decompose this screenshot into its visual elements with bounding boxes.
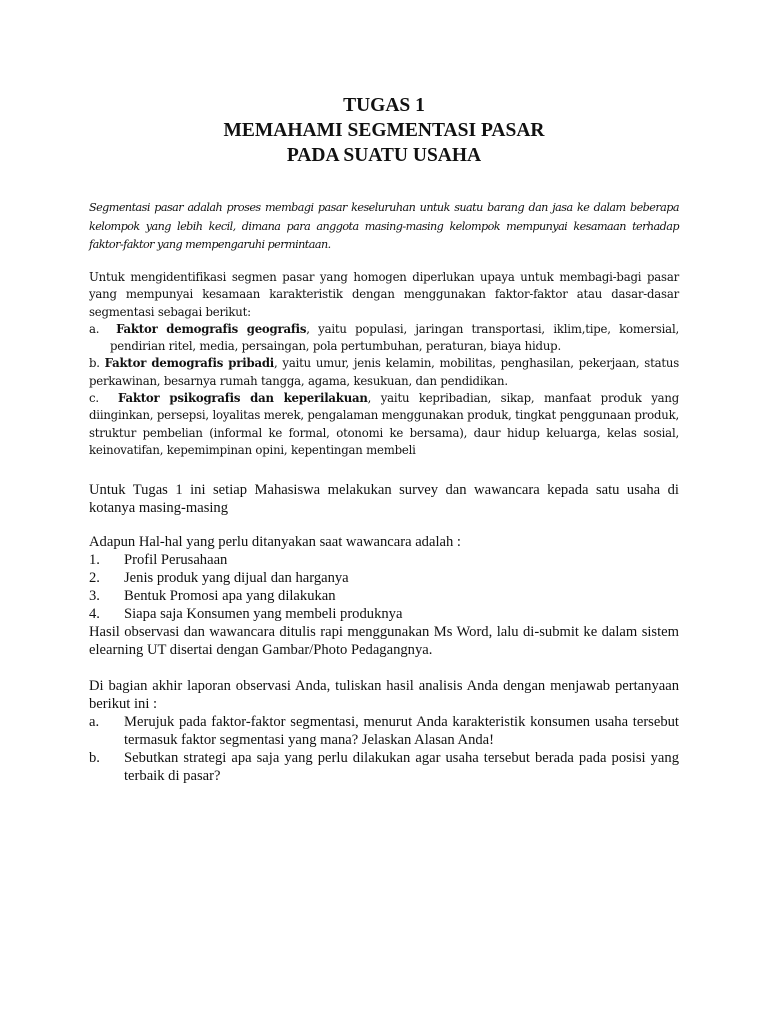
factor-term: Faktor demografis pribadi (104, 356, 275, 371)
list-item (89, 749, 679, 785)
factor-term: Faktor psikografis dan keperilakuan (117, 391, 368, 406)
factor-marker: a. (89, 321, 100, 336)
item-text: Siapa saja Konsumen yang membeli produknya (124, 606, 403, 622)
factor-item (89, 321, 679, 356)
title-line-3: PADA SUATU USAHA (286, 145, 482, 166)
factor-item (89, 390, 679, 459)
questions-lead: Adapun Hal-hal yang perlu ditanyakan saat wawancara adalah : (89, 534, 461, 550)
item-text: Sebutkan strategi apa saja yang perlu dilakukan agar usaha tersebut berada pada posisi yang terbaik di pasar? (124, 750, 679, 784)
factor-text: , yaitu umur, jenis kelamin, mobilitas, penghasilan, pekerjaan, status perkawinan, besarnya rumah tangga, agama, kesukuan, dan pendidikan. (89, 356, 679, 388)
factor-text: , yaitu kepribadian, sikap, manfaat produk yang diinginkan, persepsi, loyalitas merek, pengalaman menggunakan produk, tingkat penggunaan produk, struktur pembelian (informal ke formal, otonomi ke bersama), daur hidup keluarga, kelas sosial, keinovatifan, kepemimpinan opini, kepentingan membeli (89, 391, 679, 457)
intro-paragraph: Segmentasi pasar adalah proses membagi pasar keseluruhan untuk suatu barang dan jasa ke dalam beberapa kelompok yang lebih kecil, dimana para anggota masing-masing kelompok mempunyai kesamaan terhadap faktor-faktor yang mempengaruhi permintaan. (89, 201, 679, 251)
list-item (89, 605, 679, 623)
segmentation-section (89, 269, 679, 459)
submission-note: Hasil observasi dan wawancara ditulis rapi menggunakan Ms Word, lalu di-submit ke dalam sistem elearning UT disertai dengan Gambar/Photo Pedagangnya. (89, 624, 679, 658)
analysis-lead: Di bagian akhir laporan observasi Anda, tuliskan hasil analisis Anda dengan menjawab pertanyaan berikut ini : (89, 678, 679, 712)
task-paragraph: Untuk Tugas 1 ini setiap Mahasiswa melakukan survey dan wawancara kepada satu usaha di kotanya masing-masing (89, 482, 679, 516)
list-item (89, 551, 679, 569)
list-item (89, 569, 679, 587)
segmentation-lead: Untuk mengidentifikasi segmen pasar yang homogen diperlukan upaya untuk membagi-bagi pasar yang mempunyai kesamaan karakteristik dengan menggunakan faktor-faktor atau dasar-dasar segmentasi sebagai berikut: (89, 270, 679, 319)
item-text: Bentuk Promosi apa yang dilakukan (124, 588, 336, 604)
factor-marker: b. (89, 356, 100, 371)
item-number: 2. (89, 570, 100, 586)
factor-term: Faktor demografis geografis (116, 321, 307, 336)
list-item (89, 713, 679, 749)
item-text: Merujuk pada faktor-faktor segmentasi, menurut Anda karakteristik konsumen usaha tersebut termasuk faktor segmentasi yang mana? Jelaskan Alasan Anda! (124, 714, 679, 748)
title-line-1: TUGAS 1 (343, 95, 425, 116)
item-text: Profil Perusahaan (124, 552, 228, 568)
item-text: Jenis produk yang dijual dan harganya (124, 570, 349, 586)
item-number: 1. (89, 552, 100, 568)
list-item (89, 587, 679, 605)
factor-item (89, 355, 679, 390)
item-marker: b. (89, 750, 100, 766)
factor-marker: c. (89, 391, 99, 406)
title-line-2: MEMAHAMI SEGMENTASI PASAR (223, 120, 545, 141)
analysis-section (89, 677, 679, 785)
factor-text: , yaitu populasi, jaringan transportasi, iklim,tipe, komersial, pendirian ritel, media, persaingan, pola pertumbuhan, peraturan, biaya hidup. (110, 321, 679, 354)
item-marker: a. (89, 714, 100, 730)
item-number: 3. (89, 588, 100, 604)
item-number: 4. (89, 606, 100, 622)
questions-section (89, 533, 679, 659)
